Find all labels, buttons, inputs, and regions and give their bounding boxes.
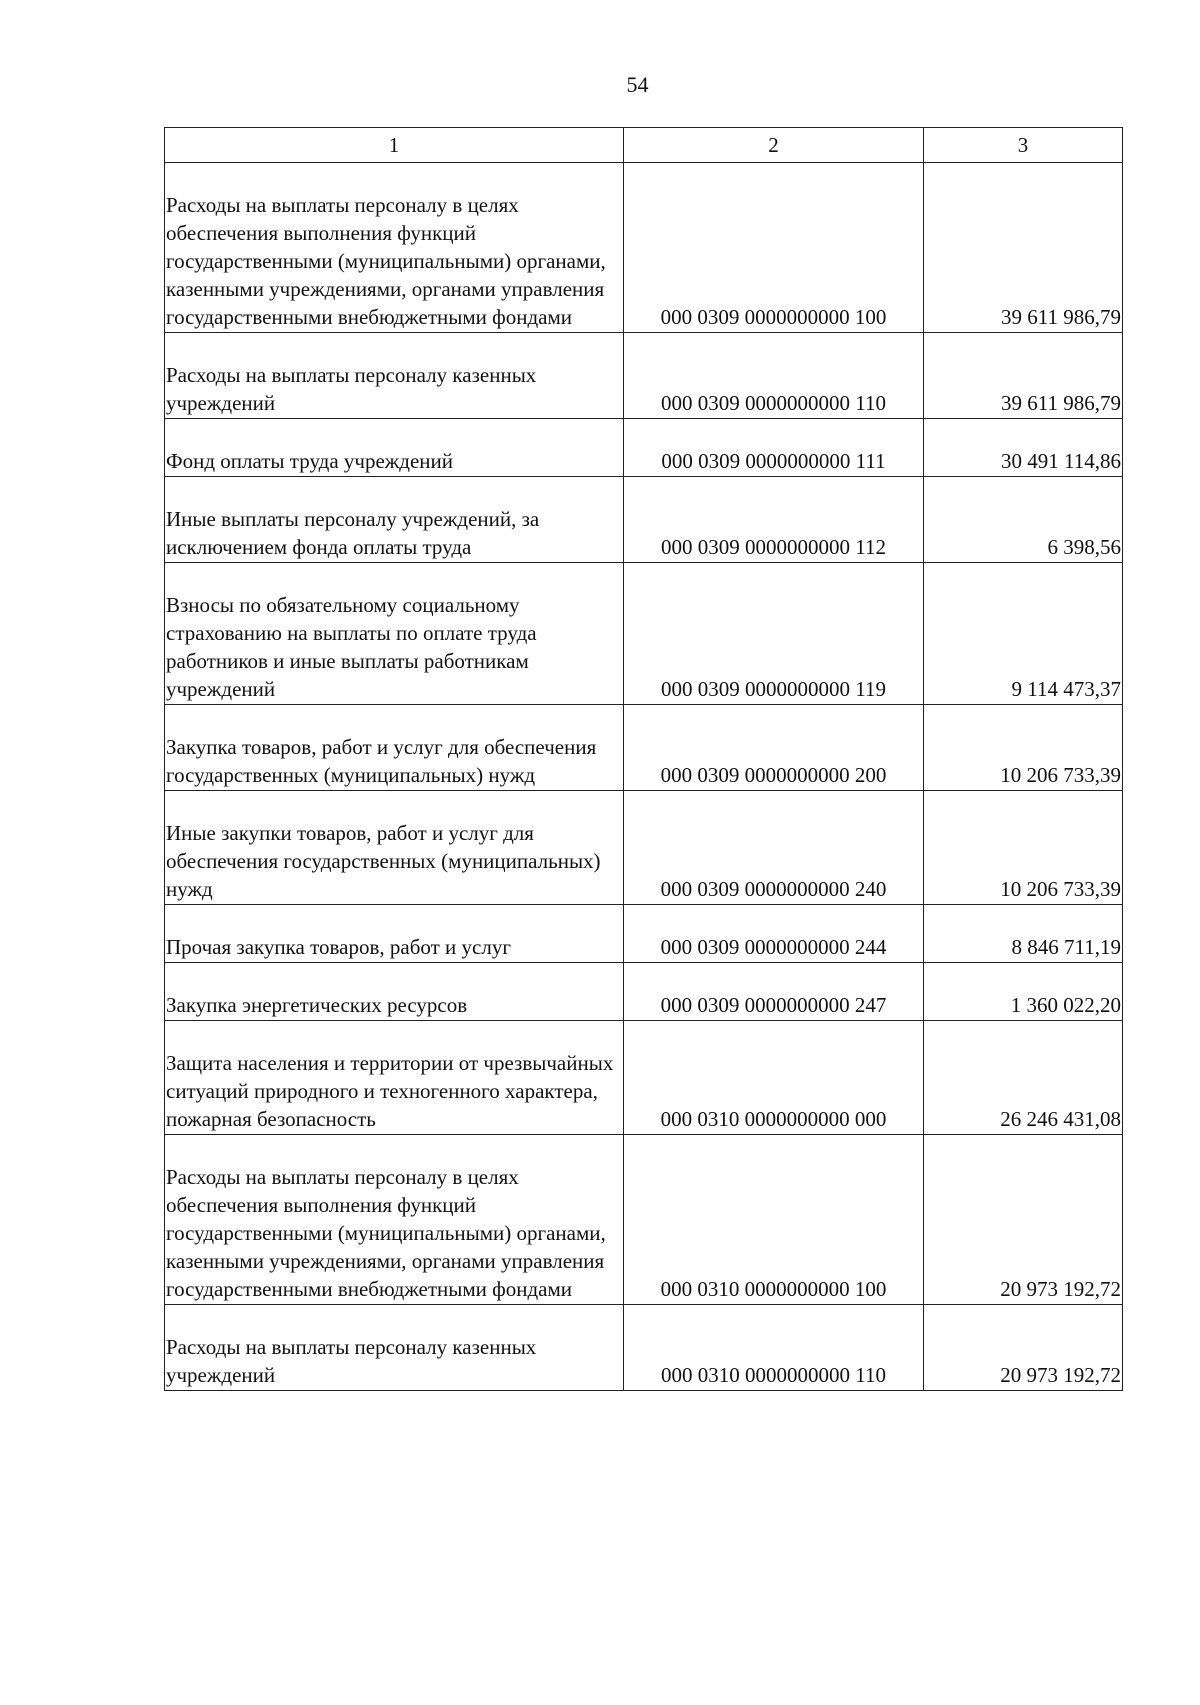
column-header-2: 2 [624, 128, 924, 163]
expense-name: Расходы на выплаты персоналу казенных учреждений [165, 333, 624, 419]
amount: 8 846 711,19 [924, 905, 1123, 963]
budget-code: 000 0309 0000000000 119 [624, 563, 924, 705]
expense-name: Расходы на выплаты персоналу в целях обеспечения выполнения функций государственными (муниципальными) органами, казенными учреждениями, органами управления государственными внебюджетными фондами [165, 163, 624, 333]
table-row [165, 905, 1123, 963]
expense-name: Взносы по обязательному социальному страхованию на выплаты по оплате труда работников и иные выплаты работникам учреждений [165, 563, 624, 705]
column-header-3: 3 [924, 128, 1123, 163]
page-number: 54 [626, 72, 649, 97]
table-row [165, 963, 1123, 1021]
amount: 10 206 733,39 [924, 791, 1123, 905]
expense-name: Расходы на выплаты персоналу в целях обеспечения выполнения функций государственными (муниципальными) органами, казенными учреждениями, органами управления государственными внебюджетными фондами [165, 1135, 624, 1305]
expense-name: Иные закупки товаров, работ и услуг для обеспечения государственных (муниципальных) нужд [165, 791, 624, 905]
expense-name: Фонд оплаты труда учреждений [165, 419, 624, 477]
budget-code: 000 0309 0000000000 247 [624, 963, 924, 1021]
amount: 20 973 192,72 [924, 1305, 1123, 1391]
amount: 30 491 114,86 [924, 419, 1123, 477]
table-row [165, 1305, 1123, 1391]
table-row [165, 333, 1123, 419]
amount: 20 973 192,72 [924, 1135, 1123, 1305]
budget-code: 000 0310 0000000000 100 [624, 1135, 924, 1305]
table-row [165, 419, 1123, 477]
budget-code: 000 0310 0000000000 000 [624, 1021, 924, 1135]
expense-name: Закупка энергетических ресурсов [165, 963, 624, 1021]
budget-code: 000 0309 0000000000 110 [624, 333, 924, 419]
table-row [165, 1021, 1123, 1135]
budget-code: 000 0309 0000000000 200 [624, 705, 924, 791]
budget-code: 000 0309 0000000000 100 [624, 163, 924, 333]
budget-code: 000 0309 0000000000 244 [624, 905, 924, 963]
amount: 6 398,56 [924, 477, 1123, 563]
budget-code: 000 0309 0000000000 111 [624, 419, 924, 477]
budget-code: 000 0309 0000000000 112 [624, 477, 924, 563]
budget-code: 000 0310 0000000000 110 [624, 1305, 924, 1391]
amount: 39 611 986,79 [924, 333, 1123, 419]
table-row [165, 1135, 1123, 1305]
amount: 1 360 022,20 [924, 963, 1123, 1021]
expense-name: Закупка товаров, работ и услуг для обеспечения государственных (муниципальных) нужд [165, 705, 624, 791]
column-header-1: 1 [165, 128, 624, 163]
amount: 9 114 473,37 [924, 563, 1123, 705]
table-row [165, 705, 1123, 791]
table-row [165, 163, 1123, 333]
budget-code: 000 0309 0000000000 240 [624, 791, 924, 905]
expense-name: Прочая закупка товаров, работ и услуг [165, 905, 624, 963]
amount: 26 246 431,08 [924, 1021, 1123, 1135]
expense-name: Защита населения и территории от чрезвычайных ситуаций природного и техногенного характера, пожарная безопасность [165, 1021, 624, 1135]
amount: 10 206 733,39 [924, 705, 1123, 791]
header-row [165, 128, 1123, 163]
table-row [165, 791, 1123, 905]
budget-table [164, 127, 1123, 1391]
table-row [165, 477, 1123, 563]
expense-name: Иные выплаты персоналу учреждений, за исключением фонда оплаты труда [165, 477, 624, 563]
amount: 39 611 986,79 [924, 163, 1123, 333]
table-row [165, 563, 1123, 705]
expense-name: Расходы на выплаты персоналу казенных учреждений [165, 1305, 624, 1391]
